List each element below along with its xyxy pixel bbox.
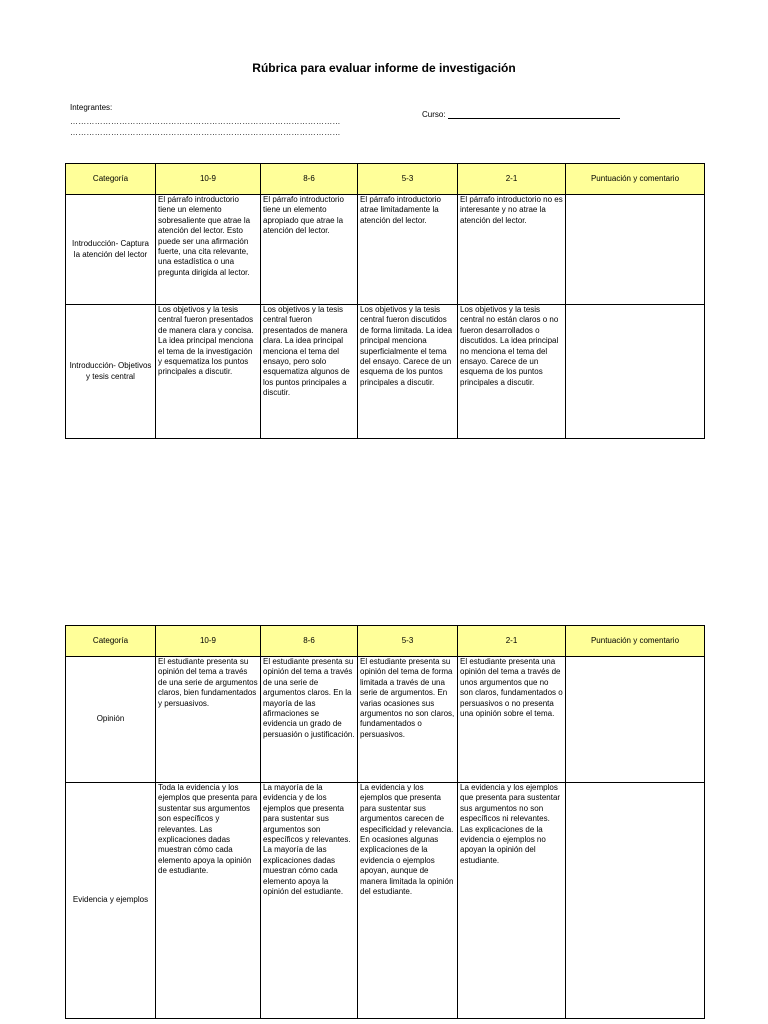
header-categoria: Categoría <box>66 626 156 657</box>
criteria-cell-5-3: El párrafo introductorio atrae limitadamente la atención del lector. <box>358 195 458 305</box>
header-5-3: 5-3 <box>358 626 458 657</box>
score-comment-cell[interactable] <box>566 783 705 1019</box>
header-8-6: 8-6 <box>261 164 358 195</box>
criteria-cell-8-6: El estudiante presenta su opinión del tema a través de una serie de argumentos claros. En la mayoría de las afirmaciones se evidencia un grado de persuasión o justificación. <box>261 657 358 783</box>
score-comment-cell[interactable] <box>566 305 705 439</box>
criteria-cell-8-6: La mayoría de la evidencia y de los ejemplos que presenta para sustentar sus argumentos son específicos y relevantes. La mayoría de las explicaciones dadas muestran cómo cada elemento apoya la opinión del estudiante. <box>261 783 358 1019</box>
header-row <box>66 164 705 195</box>
category-cell: Introducción- Objetivos y tesis central <box>66 305 156 439</box>
integrantes-label: Integrantes: <box>70 103 113 112</box>
header-10-9: 10-9 <box>156 626 261 657</box>
header-2-1: 2-1 <box>458 626 566 657</box>
header-8-6: 8-6 <box>261 626 358 657</box>
criteria-cell-2-1: La evidencia y los ejemplos que presenta para sustentar sus argumentos no son específicos ni relevantes. Las explicaciones de la evidencia o ejemplos no apoyan la opinión del estudiante. <box>458 783 566 1019</box>
criteria-cell-10-9: Los objetivos y la tesis central fueron presentados de manera clara y concisa. La idea principal menciona el tema de la investigación y esquematiza los puntos principales a discutir. <box>156 305 261 439</box>
category-cell: Opinión <box>66 657 156 783</box>
criteria-cell-5-3: Los objetivos y la tesis central fueron discutidos de forma limitada. La idea principal menciona superficialmente el tema del ensayo. Carece de un esquema de los puntos principales a discutir. <box>358 305 458 439</box>
criteria-cell-8-6: El párrafo introductorio tiene un elemento apropiado que atrae la atención del lector. <box>261 195 358 305</box>
category-cell: Introducción- Captura la atención del lector <box>66 195 156 305</box>
header-puntuacion: Puntuación y comentario <box>566 626 705 657</box>
integrantes-blank-line-2[interactable]: ……………………………………………………………………………………… <box>70 128 341 137</box>
rubric-table-2 <box>65 625 705 1019</box>
curso-blank-line[interactable] <box>448 109 620 119</box>
criteria-cell-2-1: Los objetivos y la tesis central no están claros o no fueron desarrollados o discutidos. La idea principal no menciona el tema del ensayo. Carece de un esquema de los puntos principales a discutir. <box>458 305 566 439</box>
curso-field <box>422 109 620 119</box>
integrantes-blank-line-1[interactable]: ……………………………………………………………………………………… <box>70 117 341 126</box>
criteria-cell-2-1: El estudiante presenta una opinión del tema a través de unos argumentos que no son claros, fundamentados o persuasivos o no presenta una opinión sobre el tema. <box>458 657 566 783</box>
table-row <box>66 783 705 1019</box>
criteria-cell-5-3: El estudiante presenta su opinión del tema de forma limitada a través de una serie de argumentos. En varias ocasiones sus argumentos no son claros, fundamentados o persuasivos. <box>358 657 458 783</box>
score-comment-cell[interactable] <box>566 195 705 305</box>
curso-label: Curso: <box>422 110 446 119</box>
rubric-table-1 <box>65 163 705 439</box>
table-row <box>66 195 705 305</box>
score-comment-cell[interactable] <box>566 657 705 783</box>
header-row <box>66 626 705 657</box>
criteria-cell-8-6: Los objetivos y la tesis central fueron presentados de manera clara. La idea principal menciona el tema del ensayo, pero solo esquematiza algunos de los puntos principales a discutir. <box>261 305 358 439</box>
header-10-9: 10-9 <box>156 164 261 195</box>
criteria-cell-5-3: La evidencia y los ejemplos que presenta para sustentar sus argumentos carecen de especificidad y relevancia. En ocasiones algunas explicaciones de la evidencia o ejemplos apoyan, aunque de manera limitada la opinión del estudiante. <box>358 783 458 1019</box>
criteria-cell-10-9: El estudiante presenta su opinión del tema a través de una serie de argumentos claros, bien fundamentados y persuasivos. <box>156 657 261 783</box>
header-categoria: Categoría <box>66 164 156 195</box>
header-2-1: 2-1 <box>458 164 566 195</box>
criteria-cell-2-1: El párrafo introductorio no es interesante y no atrae la atención del lector. <box>458 195 566 305</box>
table-row <box>66 657 705 783</box>
header-puntuacion: Puntuación y comentario <box>566 164 705 195</box>
criteria-cell-10-9: El párrafo introductorio tiene un elemento sobresaliente que atrae la atención del lector. Esto puede ser una afirmación fuerte, una cita relevante, una estadística o una pregunta dirigida al lector. <box>156 195 261 305</box>
table-row <box>66 305 705 439</box>
category-cell: Evidencia y ejemplos <box>66 783 156 1019</box>
criteria-cell-10-9: Toda la evidencia y los ejemplos que presenta para sustentar sus argumentos son específicos y relevantes. Las explicaciones dadas muestran cómo cada elemento apoya la opinión de estudiante. <box>156 783 261 1019</box>
document-title: Rúbrica para evaluar informe de investigación <box>252 61 516 75</box>
header-5-3: 5-3 <box>358 164 458 195</box>
